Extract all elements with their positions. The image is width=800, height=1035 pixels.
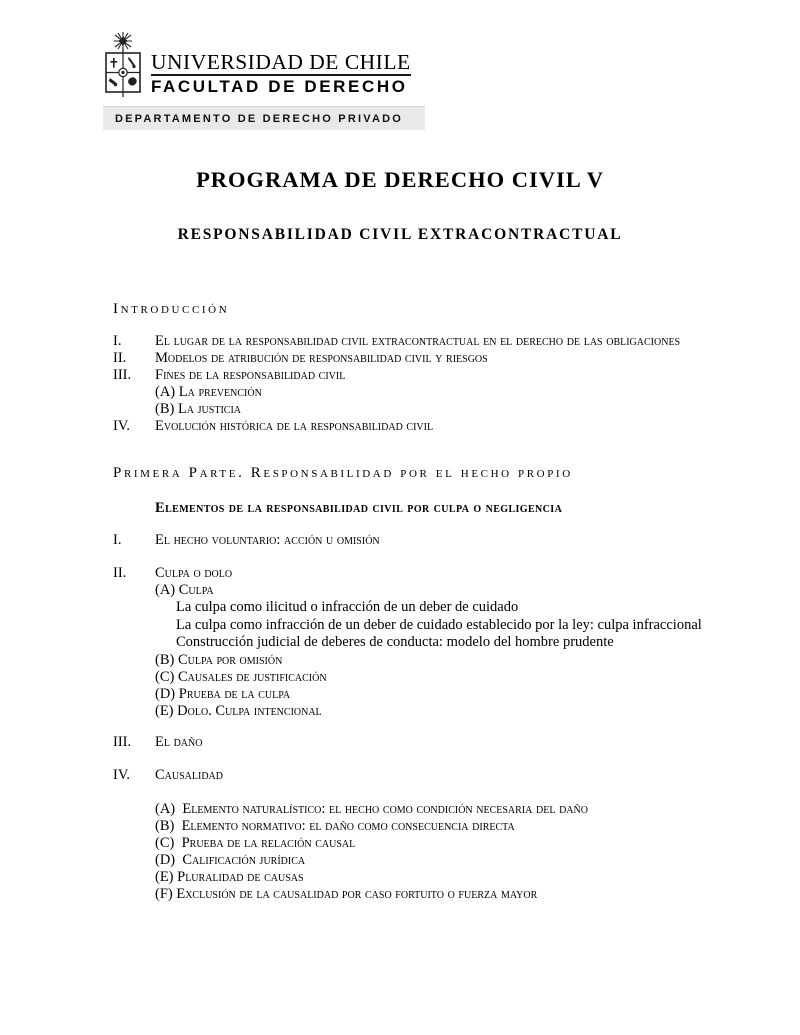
- item-numeral: III.: [113, 367, 132, 383]
- sub-item: (C) Prueba de la relación causal: [155, 834, 356, 851]
- doc-subtitle: RESPONSABILIDAD CIVIL EXTRACONTRACTUAL: [177, 226, 623, 243]
- item-numeral: II.: [113, 350, 127, 366]
- sub-item: (A) La prevención: [155, 384, 262, 400]
- item-numeral: I.: [113, 333, 122, 349]
- list-item: [113, 734, 712, 751]
- item-text: El hecho voluntario: acción u omisión: [155, 532, 380, 548]
- item-numeral: IV.: [113, 766, 131, 783]
- sub-item: (C) Causales de justificación: [155, 668, 327, 685]
- prose-line: Construcción judicial de deberes de conducta: modelo del hombre prudente: [176, 634, 614, 650]
- faculty-name: FACULTAD DE DERECHO: [151, 77, 408, 97]
- university-crest-logo: [102, 31, 144, 97]
- item-numeral: III.: [113, 733, 132, 750]
- item-text: El daño: [155, 733, 203, 750]
- header-text-block: [151, 51, 411, 97]
- prose-line: La culpa como ilicitud o infracción de un deber de cuidado: [176, 599, 519, 615]
- prose-line: La culpa como infracción de un deber de cuidado establecido por la ley: culpa infraccional: [176, 616, 702, 633]
- sub-item: (B) Elemento normativo: el daño como consecuencia directa: [155, 817, 515, 834]
- list-item: [113, 367, 712, 418]
- list-item: [113, 532, 712, 549]
- part1-list: [113, 532, 712, 903]
- document-body: [113, 301, 712, 903]
- list-item: [113, 565, 712, 720]
- sub-item-group: [155, 801, 712, 903]
- section-heading-primera-parte: Primera Parte. Responsabilidad por el hecho propio: [113, 465, 573, 481]
- item-text: [155, 767, 712, 903]
- item-text: [155, 367, 712, 418]
- doc-title: PROGRAMA DE DERECHO CIVIL V: [196, 167, 604, 192]
- item-text: El lugar de la responsabilidad civil extracontractual en el derecho de las obligaciones: [155, 333, 681, 349]
- sub-item: (D) Prueba de la culpa: [155, 685, 291, 702]
- section-heading-introduccion: Introducción: [113, 301, 230, 317]
- item-text-main: Culpa o dolo: [155, 565, 233, 581]
- part1-subheading: Elementos de la responsabilidad civil por culpa o negligencia: [155, 500, 563, 516]
- sub-item: (B) La justicia: [155, 401, 241, 417]
- sub-item: (A) Culpa: [155, 582, 214, 598]
- sub-item: (E) Dolo. Culpa intencional: [155, 702, 322, 719]
- item-text: [155, 565, 712, 720]
- university-name: UNIVERSIDAD DE CHILE: [151, 51, 411, 77]
- item-numeral: IV.: [113, 418, 131, 434]
- list-item: [113, 333, 712, 350]
- item-numeral: II.: [113, 565, 127, 581]
- sub-item: (B) Culpa por omisión: [155, 651, 283, 668]
- header: [102, 0, 800, 97]
- list-item: [113, 350, 712, 367]
- list-item: [113, 418, 712, 435]
- item-text-main: Causalidad: [155, 766, 224, 783]
- department-banner: DEPARTAMENTO DE DERECHO PRIVADO: [103, 106, 425, 130]
- list-item: [113, 767, 712, 903]
- sub-item: (F) Exclusión de la causalidad por caso fortuito o fuerza mayor: [155, 885, 538, 902]
- sub-item: (E) Pluralidad de causas: [155, 868, 304, 885]
- item-numeral: I.: [113, 532, 122, 548]
- item-text: Modelos de atribución de responsabilidad civil y riesgos: [155, 350, 488, 366]
- sub-item: (A) Elemento naturalístico: el hecho como condición necesaria del daño: [155, 800, 588, 817]
- item-text-main: Fines de la responsabilidad civil: [155, 367, 346, 383]
- sub-item: (D) Calificación jurídica: [155, 851, 306, 868]
- item-text: Evolución histórica de la responsabilidad civil: [155, 418, 434, 434]
- intro-list: [113, 333, 712, 435]
